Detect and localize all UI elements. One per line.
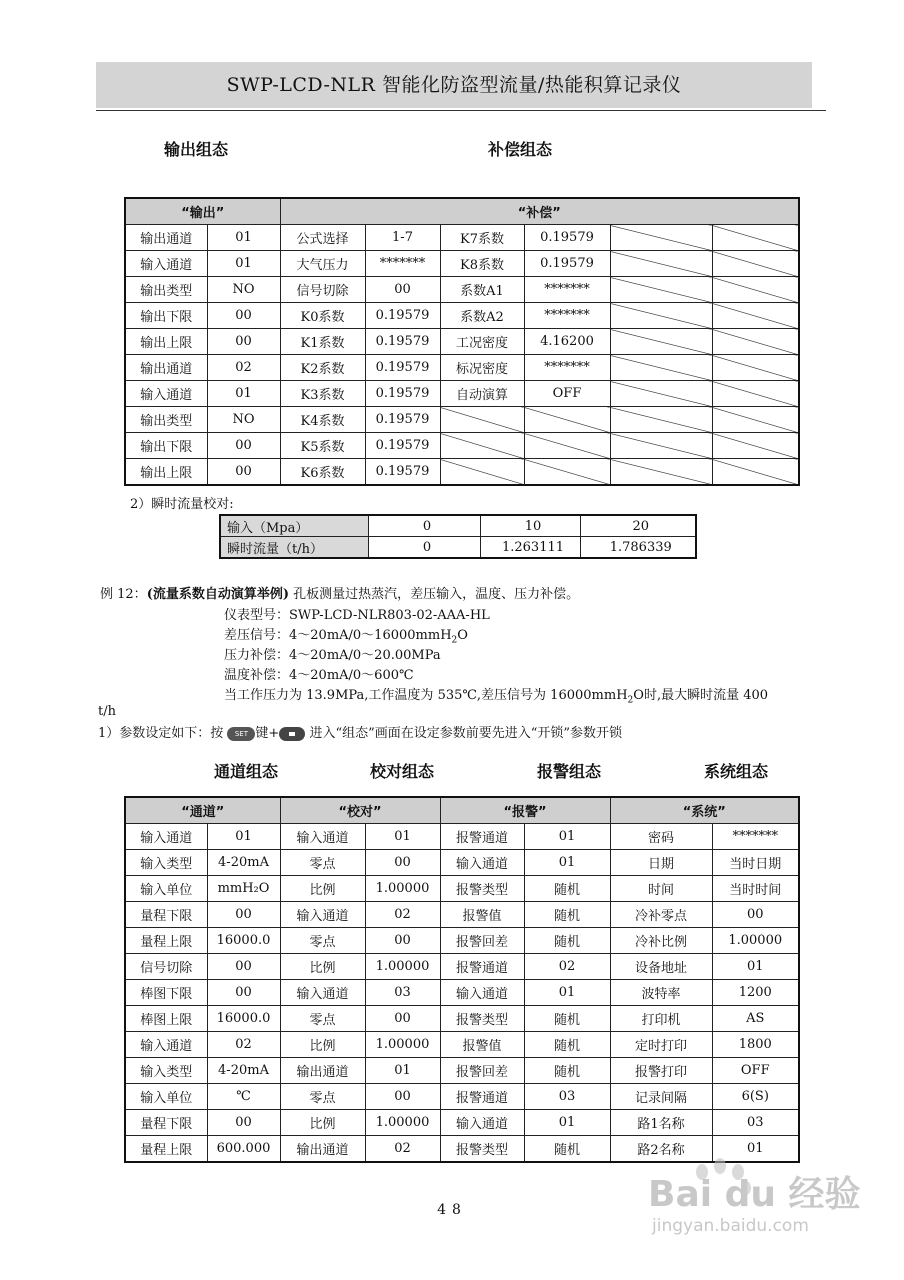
param-value-cell: 01 bbox=[524, 850, 610, 876]
param-name-cell: 输入通道 bbox=[125, 381, 207, 407]
empty-cell bbox=[440, 433, 524, 459]
param-name-cell: 输出通道 bbox=[125, 225, 207, 251]
param-name-cell: 路1名称 bbox=[610, 1110, 712, 1136]
empty-cell bbox=[712, 277, 799, 303]
param-value-cell: 01 bbox=[207, 381, 280, 407]
calib-cell: 20 bbox=[580, 515, 696, 537]
table-row bbox=[125, 277, 799, 303]
param-name-cell: 路2名称 bbox=[610, 1136, 712, 1163]
example-number: 例 12： bbox=[100, 587, 147, 602]
param-value-cell: ******* bbox=[524, 303, 610, 329]
param-value-cell: 0.19579 bbox=[365, 433, 440, 459]
empty-cell bbox=[610, 459, 712, 486]
param-name-cell: 输出类型 bbox=[125, 407, 207, 433]
param-name-cell: 系数A1 bbox=[440, 277, 524, 303]
param-value-cell: 1.00000 bbox=[365, 1110, 440, 1136]
table-row bbox=[125, 1058, 799, 1084]
set-key-icon: SET bbox=[227, 727, 255, 741]
param-value-cell: 01 bbox=[524, 824, 610, 850]
param-value-cell: 16000.0 bbox=[207, 1006, 280, 1032]
param-name-cell: 零点 bbox=[280, 928, 365, 954]
dp-signal-o: O bbox=[457, 628, 468, 643]
param-name-cell: 量程下限 bbox=[125, 902, 207, 928]
param-value-cell: 当时日期 bbox=[712, 850, 799, 876]
param-name-cell: 输入类型 bbox=[125, 850, 207, 876]
param-value-cell: 1.00000 bbox=[365, 876, 440, 902]
table-header-compensation: “补偿” bbox=[280, 198, 799, 225]
empty-cell bbox=[610, 303, 712, 329]
param-name-cell: 记录间隔 bbox=[610, 1084, 712, 1110]
param-name-cell: 输出类型 bbox=[125, 277, 207, 303]
param-name-cell: 输入通道 bbox=[440, 980, 524, 1006]
param-name-cell: 比例 bbox=[280, 1110, 365, 1136]
param-value-cell: 1-7 bbox=[365, 225, 440, 251]
param-value-cell: 0.19579 bbox=[524, 225, 610, 251]
param-name-cell: 输出通道 bbox=[125, 355, 207, 381]
param-value-cell: 随机 bbox=[524, 1136, 610, 1163]
calibration-caption: 2）瞬时流量校对: bbox=[130, 497, 234, 512]
param-name-cell: 输入通道 bbox=[125, 1032, 207, 1058]
empty-cell bbox=[712, 355, 799, 381]
param-name-cell: 比例 bbox=[280, 1032, 365, 1058]
table-row bbox=[125, 1006, 799, 1032]
param-value-cell: 00 bbox=[207, 459, 280, 486]
param-value-cell: 01 bbox=[207, 824, 280, 850]
param-value-cell: 00 bbox=[207, 303, 280, 329]
section-title-system: 系统组态 bbox=[704, 762, 769, 781]
param-name-cell: K6系数 bbox=[280, 459, 365, 486]
empty-cell bbox=[712, 329, 799, 355]
param-name-cell: K1系数 bbox=[280, 329, 365, 355]
table-row bbox=[125, 251, 799, 277]
param-name-cell: 报警类型 bbox=[440, 876, 524, 902]
param-value-cell: 00 bbox=[207, 980, 280, 1006]
table-row bbox=[125, 902, 799, 928]
empty-cell bbox=[712, 251, 799, 277]
param-name-cell: 打印机 bbox=[610, 1006, 712, 1032]
param-name-cell: 输入通道 bbox=[280, 902, 365, 928]
table-row bbox=[125, 1110, 799, 1136]
param-name-cell: 波特率 bbox=[610, 980, 712, 1006]
param-value-cell: 02 bbox=[365, 1136, 440, 1163]
param-name-cell: 报警类型 bbox=[440, 1136, 524, 1163]
param-value-cell: 0.19579 bbox=[365, 303, 440, 329]
param-name-cell: 大气压力 bbox=[280, 251, 365, 277]
param-value-cell: 随机 bbox=[524, 1032, 610, 1058]
param-name-cell: 零点 bbox=[280, 1006, 365, 1032]
param-value-cell: 4-20mA bbox=[207, 1058, 280, 1084]
param-name-cell: 输入通道 bbox=[440, 850, 524, 876]
table-row bbox=[125, 381, 799, 407]
empty-cell bbox=[712, 459, 799, 486]
dp-signal-text: 差压信号：4～20mA/0～16000mmH bbox=[224, 628, 452, 643]
param-name-cell: 量程下限 bbox=[125, 1110, 207, 1136]
param-value-cell: OFF bbox=[712, 1058, 799, 1084]
param-name-cell: 比例 bbox=[280, 954, 365, 980]
watermark-brand: Bai du 经验 bbox=[648, 1174, 861, 1215]
param-value-cell: ℃ bbox=[207, 1084, 280, 1110]
param-name-cell: 报警打印 bbox=[610, 1058, 712, 1084]
calib-cell: 0 bbox=[368, 515, 480, 537]
section-title-compensation: 补偿组态 bbox=[488, 140, 553, 159]
param-value-cell: OFF bbox=[524, 381, 610, 407]
section-title-alarm: 报警组态 bbox=[537, 762, 602, 781]
param-name-cell: 输入通道 bbox=[280, 980, 365, 1006]
param-name-cell: 棒图上限 bbox=[125, 1006, 207, 1032]
param-name-cell: 信号切除 bbox=[280, 277, 365, 303]
dp-signal-sub: 2 bbox=[451, 635, 458, 646]
param-name-cell: 冷补比例 bbox=[610, 928, 712, 954]
key-plus-text: 键+ bbox=[255, 726, 280, 741]
param-value-cell: 00 bbox=[207, 329, 280, 355]
param-value-cell: 01 bbox=[365, 824, 440, 850]
param-name-cell: 工况密度 bbox=[440, 329, 524, 355]
param-value-cell: 随机 bbox=[524, 902, 610, 928]
param-name-cell: K2系数 bbox=[280, 355, 365, 381]
empty-cell bbox=[610, 433, 712, 459]
param-value-cell: 0.19579 bbox=[365, 355, 440, 381]
table-row bbox=[125, 329, 799, 355]
param-name-cell: 输出下限 bbox=[125, 433, 207, 459]
section-title-channel: 通道组态 bbox=[214, 762, 279, 781]
param-name-cell: 报警值 bbox=[440, 902, 524, 928]
param-name-cell: 自动演算 bbox=[440, 381, 524, 407]
empty-cell bbox=[610, 225, 712, 251]
table-row bbox=[125, 355, 799, 381]
page-number: 48 bbox=[437, 1202, 467, 1218]
param-value-cell: 随机 bbox=[524, 876, 610, 902]
param-value-cell: 03 bbox=[524, 1084, 610, 1110]
param-name-cell: 输入类型 bbox=[125, 1058, 207, 1084]
param-value-cell: 随机 bbox=[524, 1058, 610, 1084]
param-name-cell: 输出通道 bbox=[280, 1136, 365, 1163]
param-name-cell: K0系数 bbox=[280, 303, 365, 329]
param-value-cell: 01 bbox=[712, 1136, 799, 1163]
shift-key-icon bbox=[279, 727, 305, 741]
param-name-cell: 量程上限 bbox=[125, 928, 207, 954]
table-header-channel: “通道” bbox=[125, 797, 280, 824]
header-divider bbox=[96, 110, 826, 111]
param-value-cell: 00 bbox=[365, 277, 440, 303]
param-value-cell: AS bbox=[712, 1006, 799, 1032]
param-value-cell: 当时时间 bbox=[712, 876, 799, 902]
param-name-cell: 设备地址 bbox=[610, 954, 712, 980]
calib-label-flow: 瞬时流量（t/h） bbox=[220, 537, 368, 559]
calib-label-input: 输入（Mpa） bbox=[220, 515, 368, 537]
param-name-cell: 输入通道 bbox=[280, 824, 365, 850]
param-value-cell: 6(S) bbox=[712, 1084, 799, 1110]
table-row bbox=[125, 303, 799, 329]
param-name-cell: 输入单位 bbox=[125, 1084, 207, 1110]
empty-cell bbox=[712, 433, 799, 459]
table-row bbox=[125, 928, 799, 954]
condition-text-2: O时,最大瞬时流量 400 bbox=[633, 688, 769, 703]
param-value-cell: 1.00000 bbox=[365, 954, 440, 980]
page-header-title: SWP-LCD-NLR 智能化防盗型流量/热能积算记录仪 bbox=[226, 74, 682, 96]
param-name-cell: K5系数 bbox=[280, 433, 365, 459]
param-name-cell: 输出上限 bbox=[125, 329, 207, 355]
param-value-cell: 00 bbox=[365, 850, 440, 876]
param-setting-text: 1）参数设定如下：按 bbox=[98, 726, 224, 741]
param-value-cell: 1800 bbox=[712, 1032, 799, 1058]
param-name-cell: K3系数 bbox=[280, 381, 365, 407]
example-title: (流量系数自动演算举例) bbox=[146, 587, 289, 602]
param-name-cell: 公式选择 bbox=[280, 225, 365, 251]
example-heading bbox=[100, 583, 579, 602]
param-value-cell: 02 bbox=[207, 1032, 280, 1058]
param-name-cell: 报警值 bbox=[440, 1032, 524, 1058]
watermark-url: jingyan.baidu.com bbox=[652, 1216, 809, 1236]
param-value-cell: 0.19579 bbox=[365, 381, 440, 407]
empty-cell bbox=[524, 407, 610, 433]
example-desc: 孔板测量过热蒸汽，差压输入，温度、压力补偿。 bbox=[289, 587, 580, 602]
param-value-cell: 0.19579 bbox=[365, 459, 440, 486]
param-name-cell: K4系数 bbox=[280, 407, 365, 433]
param-name-cell: 标况密度 bbox=[440, 355, 524, 381]
param-value-cell: 01 bbox=[207, 225, 280, 251]
param-value-cell: 01 bbox=[524, 1110, 610, 1136]
channel-calib-alarm-system-table bbox=[124, 796, 800, 1163]
param-value-cell: 0.19579 bbox=[365, 329, 440, 355]
section-title-output: 输出组态 bbox=[164, 140, 229, 159]
param-setting-text-2: 进入“组态”画面在设定参数前要先进入“开锁”参数开锁 bbox=[305, 726, 623, 741]
param-name-cell: 零点 bbox=[280, 1084, 365, 1110]
param-value-cell: 03 bbox=[365, 980, 440, 1006]
param-value-cell: 00 bbox=[365, 1006, 440, 1032]
instrument-model: 仪表型号：SWP-LCD-NLR803-02-AAA-HL bbox=[224, 608, 490, 623]
empty-cell bbox=[610, 355, 712, 381]
calib-cell: 10 bbox=[480, 515, 580, 537]
param-value-cell: 02 bbox=[207, 355, 280, 381]
empty-cell bbox=[524, 433, 610, 459]
param-name-cell: 量程上限 bbox=[125, 1136, 207, 1163]
param-value-cell: 00 bbox=[365, 928, 440, 954]
table-row bbox=[125, 980, 799, 1006]
empty-cell bbox=[440, 459, 524, 486]
param-value-cell: 03 bbox=[712, 1110, 799, 1136]
empty-cell bbox=[524, 459, 610, 486]
table-row bbox=[125, 1032, 799, 1058]
calib-cell: 1.263111 bbox=[480, 537, 580, 559]
param-name-cell: 报警回差 bbox=[440, 928, 524, 954]
empty-cell bbox=[712, 407, 799, 433]
condition-text: 当工作压力为 13.9MPa,工作温度为 535℃,差压信号为 16000mmH bbox=[224, 688, 628, 703]
param-value-cell: 00 bbox=[207, 1110, 280, 1136]
param-value-cell: NO bbox=[207, 407, 280, 433]
param-name-cell: 输出上限 bbox=[125, 459, 207, 486]
empty-cell bbox=[610, 251, 712, 277]
empty-cell bbox=[712, 225, 799, 251]
empty-cell bbox=[610, 329, 712, 355]
param-name-cell: 报警回差 bbox=[440, 1058, 524, 1084]
flow-calibration-table bbox=[219, 514, 697, 559]
param-name-cell: 报警类型 bbox=[440, 1006, 524, 1032]
pressure-comp-line: 压力补偿：4～20mA/0～20.00MPa bbox=[224, 648, 441, 663]
dp-signal-line bbox=[224, 624, 468, 646]
param-value-cell: 00 bbox=[365, 1084, 440, 1110]
param-value-cell: ******* bbox=[524, 277, 610, 303]
param-name-cell: K8系数 bbox=[440, 251, 524, 277]
param-name-cell: 输入通道 bbox=[440, 1110, 524, 1136]
param-value-cell: 00 bbox=[712, 902, 799, 928]
table-row bbox=[125, 824, 799, 850]
param-name-cell: 报警通道 bbox=[440, 1084, 524, 1110]
param-value-cell: ******* bbox=[712, 824, 799, 850]
param-value-cell: 00 bbox=[207, 954, 280, 980]
table-row bbox=[125, 225, 799, 251]
calib-cell: 0 bbox=[368, 537, 480, 559]
empty-cell bbox=[610, 407, 712, 433]
empty-cell bbox=[610, 277, 712, 303]
param-name-cell: 时间 bbox=[610, 876, 712, 902]
param-value-cell: 01 bbox=[712, 954, 799, 980]
table-row bbox=[125, 407, 799, 433]
param-value-cell: mmH₂O bbox=[207, 876, 280, 902]
table-header-output: “输出” bbox=[125, 198, 280, 225]
param-value-cell: 随机 bbox=[524, 928, 610, 954]
table-row bbox=[125, 954, 799, 980]
table-header-calibration: “校对” bbox=[280, 797, 440, 824]
param-name-cell: 冷补零点 bbox=[610, 902, 712, 928]
empty-cell bbox=[712, 303, 799, 329]
table-row bbox=[125, 850, 799, 876]
param-name-cell: 零点 bbox=[280, 850, 365, 876]
param-value-cell: NO bbox=[207, 277, 280, 303]
condition-sub: 2 bbox=[627, 695, 634, 706]
param-name-cell: 定时打印 bbox=[610, 1032, 712, 1058]
calib-cell: 1.786339 bbox=[580, 537, 696, 559]
empty-cell bbox=[610, 381, 712, 407]
param-value-cell: 00 bbox=[207, 433, 280, 459]
param-name-cell: 日期 bbox=[610, 850, 712, 876]
param-value-cell: 0.19579 bbox=[524, 251, 610, 277]
temp-comp-line: 温度补偿：4～20mA/0～600℃ bbox=[224, 668, 414, 683]
empty-cell bbox=[712, 381, 799, 407]
param-value-cell: 4.16200 bbox=[524, 329, 610, 355]
table-header-system: “系统” bbox=[610, 797, 799, 824]
param-value-cell: 01 bbox=[365, 1058, 440, 1084]
condition-line bbox=[224, 684, 768, 706]
output-compensation-table bbox=[124, 197, 800, 486]
param-value-cell: 02 bbox=[365, 902, 440, 928]
param-value-cell: 1200 bbox=[712, 980, 799, 1006]
table-row bbox=[125, 433, 799, 459]
empty-cell bbox=[440, 407, 524, 433]
table-row bbox=[125, 876, 799, 902]
param-setting-line bbox=[98, 722, 622, 741]
param-value-cell: 01 bbox=[207, 251, 280, 277]
param-name-cell: 系数A2 bbox=[440, 303, 524, 329]
param-name-cell: 密码 bbox=[610, 824, 712, 850]
param-value-cell: 4-20mA bbox=[207, 850, 280, 876]
condition-unit: t/h bbox=[98, 704, 116, 719]
param-name-cell: 输出通道 bbox=[280, 1058, 365, 1084]
param-value-cell: ******* bbox=[524, 355, 610, 381]
param-name-cell: 信号切除 bbox=[125, 954, 207, 980]
param-value-cell: 0.19579 bbox=[365, 407, 440, 433]
param-name-cell: 棒图下限 bbox=[125, 980, 207, 1006]
param-name-cell: K7系数 bbox=[440, 225, 524, 251]
param-value-cell: 1.00000 bbox=[712, 928, 799, 954]
param-value-cell: 随机 bbox=[524, 1006, 610, 1032]
param-name-cell: 比例 bbox=[280, 876, 365, 902]
param-value-cell: 16000.0 bbox=[207, 928, 280, 954]
table-row bbox=[125, 1084, 799, 1110]
param-value-cell: 600.000 bbox=[207, 1136, 280, 1163]
param-name-cell: 输入单位 bbox=[125, 876, 207, 902]
table-row bbox=[125, 459, 799, 486]
param-name-cell: 输入通道 bbox=[125, 251, 207, 277]
param-name-cell: 输入通道 bbox=[125, 824, 207, 850]
param-value-cell: 1.00000 bbox=[365, 1032, 440, 1058]
param-value-cell: 01 bbox=[524, 980, 610, 1006]
param-value-cell: ******* bbox=[365, 251, 440, 277]
param-name-cell: 报警通道 bbox=[440, 954, 524, 980]
param-value-cell: 00 bbox=[207, 902, 280, 928]
param-name-cell: 输出下限 bbox=[125, 303, 207, 329]
param-value-cell: 02 bbox=[524, 954, 610, 980]
section-title-calibration: 校对组态 bbox=[370, 762, 435, 781]
param-name-cell: 报警通道 bbox=[440, 824, 524, 850]
table-header-alarm: “报警” bbox=[440, 797, 610, 824]
